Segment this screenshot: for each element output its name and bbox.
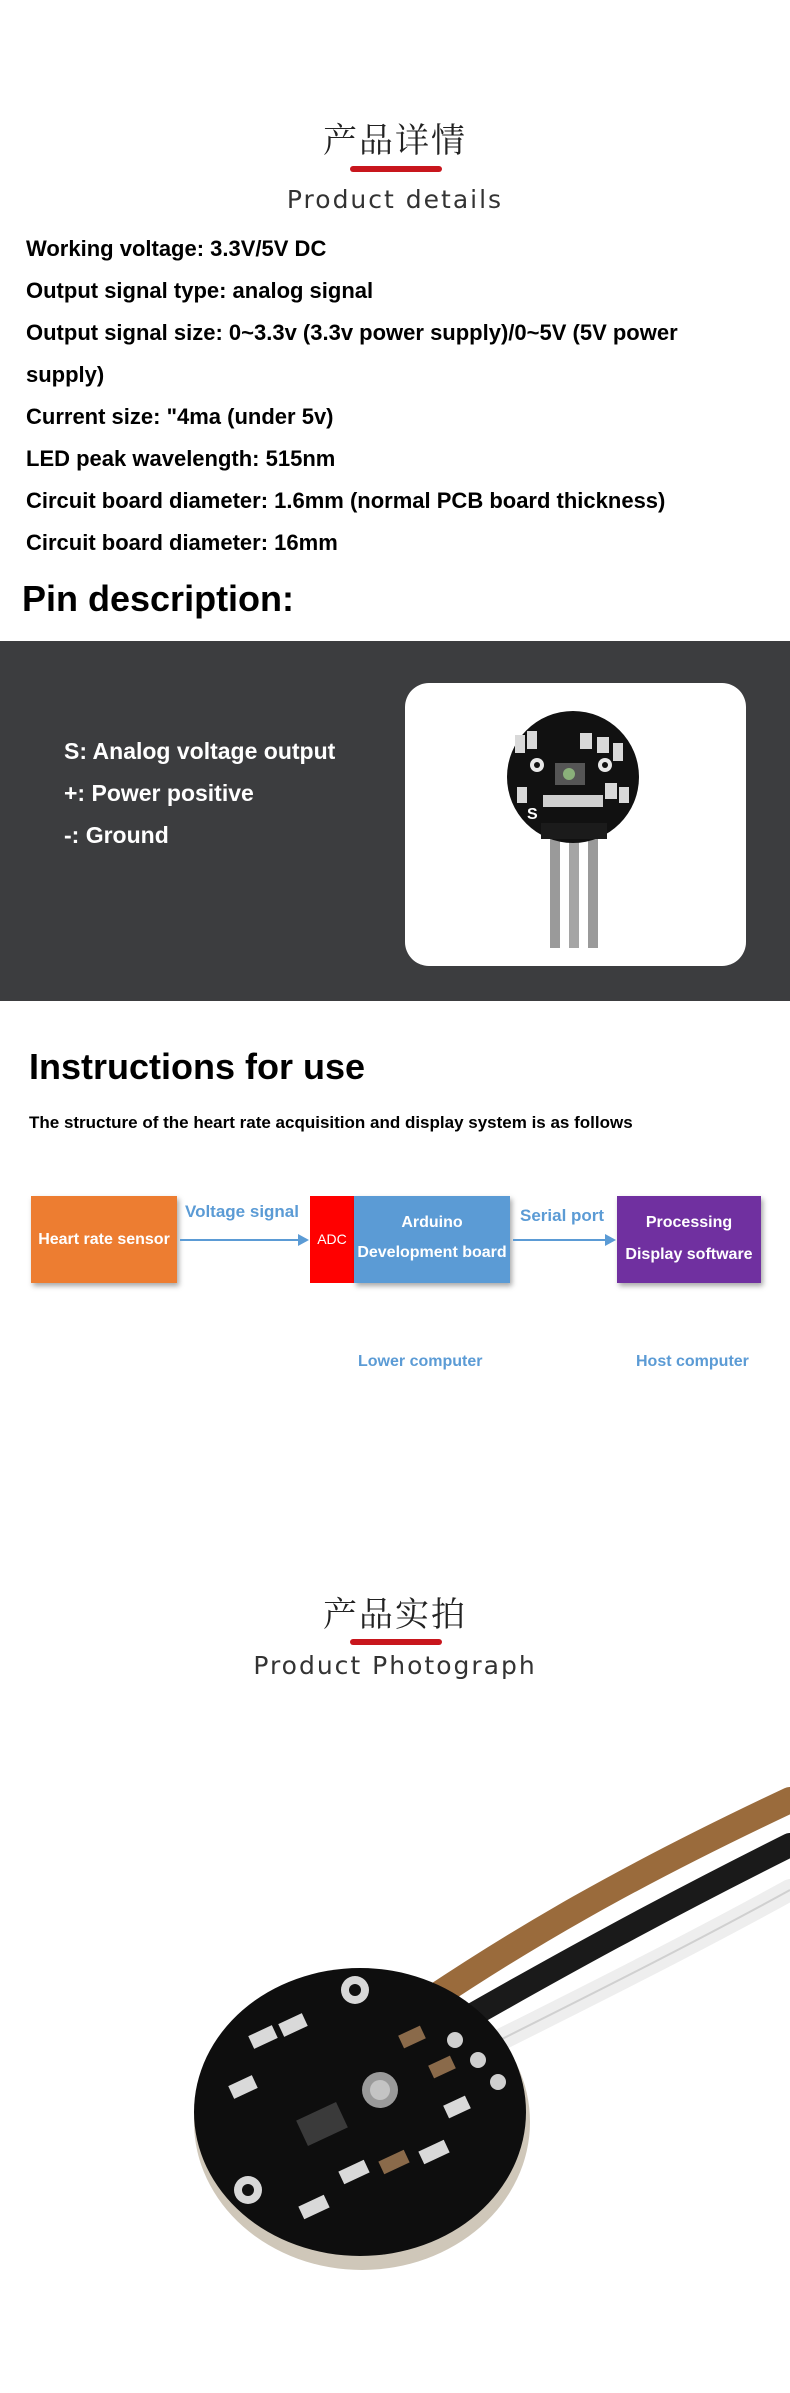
spec-output-signal-size: Output signal size: 0~3.3v (3.3v power supply)/0~5V (5V power <box>26 320 678 345</box>
spec-board-diameter: Circuit board diameter: 16mm <box>26 530 338 555</box>
arduino-line2: Development board <box>357 1244 507 1261</box>
sensor-board-image <box>405 683 746 966</box>
spec-led-wavelength: LED peak wavelength: 515nm <box>26 446 336 471</box>
pin-item-minus: -: Ground <box>64 822 169 848</box>
section-title-cn: 产品详情 <box>323 121 467 161</box>
arrow-voltage <box>178 1232 310 1248</box>
section-title-en: Product details <box>286 185 504 214</box>
photo-title-underline <box>350 1639 442 1645</box>
pin-item-s: S: Analog voltage output <box>64 738 336 764</box>
spec-working-voltage: Working voltage: 3.3V/5V DC <box>26 236 327 261</box>
processing-line1: Processing <box>645 1214 733 1231</box>
heart-rate-sensor-box: Heart rate sensor <box>31 1196 177 1283</box>
pcb-pin-label: S <box>527 806 538 823</box>
sensor-photo-card <box>405 683 746 966</box>
serial-port-label: Serial port <box>520 1206 605 1225</box>
title-underline <box>350 166 442 172</box>
spec-output-signal-size-cont: supply) <box>26 362 105 387</box>
pin-description-heading: Pin description: <box>22 578 295 619</box>
host-computer-label: Host computer <box>636 1353 749 1370</box>
spec-output-signal-type: Output signal type: analog signal <box>26 278 374 303</box>
instructions-subtitle: The structure of the heart rate acquisition and display system is as follows <box>29 1113 633 1132</box>
pin-item-plus: +: Power positive <box>64 780 254 806</box>
processing-line2: Display software <box>625 1246 753 1263</box>
processing-box <box>617 1196 761 1283</box>
arduino-line1: Arduino <box>401 1214 463 1231</box>
voltage-signal-label: Voltage signal <box>185 1202 299 1221</box>
arduino-box <box>354 1196 510 1283</box>
spec-board-thickness: Circuit board diameter: 1.6mm (normal PCB board thickness) <box>26 488 666 513</box>
photo-section-title-cn: 产品实拍 <box>323 1595 467 1635</box>
lower-computer-label: Lower computer <box>358 1353 483 1370</box>
adc-box: ADC <box>310 1196 354 1283</box>
photo-section-title-en: Product Photograph <box>253 1651 537 1680</box>
product-photo <box>0 1760 790 2393</box>
instructions-heading: Instructions for use <box>29 1046 366 1087</box>
arrow-serial <box>511 1232 617 1248</box>
spec-current-size: Current size: "4ma (under 5v) <box>26 404 334 429</box>
